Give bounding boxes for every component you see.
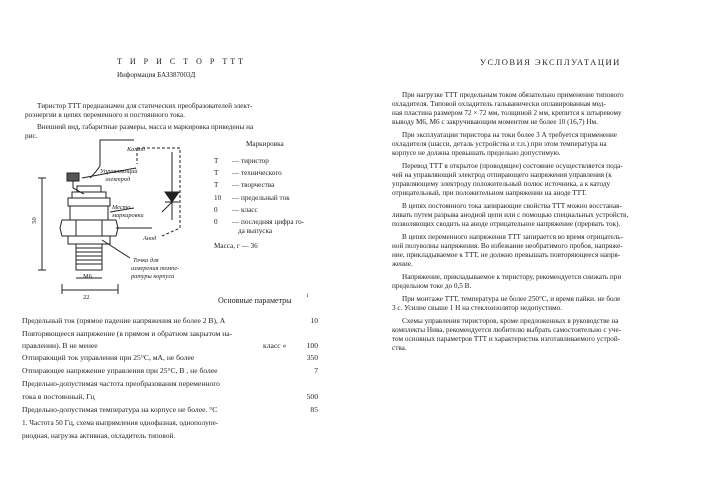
- label-marking-place: Место: [112, 204, 131, 211]
- intro-line: роэнергии в цепях переменного и постоянного тока.: [25, 111, 185, 119]
- document-subtitle: Информация БАЗ387003Д: [117, 71, 196, 79]
- label-anode: Анод: [143, 235, 157, 242]
- paragraph-line: При эксплуатации тиристора на токи более 3 А требуется применение: [402, 131, 618, 139]
- dimension-thread: М6: [83, 273, 93, 280]
- marking-desc: — класс: [232, 206, 258, 214]
- params-title: Основные параметры: [218, 296, 292, 305]
- paragraph-line: охладителя. Типовой охладитель гальванически оплавированная мед-: [392, 100, 606, 108]
- paragraph-line: ливать путем разрыва анодной цепи или с помощью специальных устройств,: [392, 211, 629, 219]
- label-control-electrode: электрод: [105, 176, 131, 183]
- paragraph-line: управляющему электроду положительный полюс источника, а к катоду: [392, 180, 611, 188]
- paragraph-line: охладителя (шасси, деталь устройства и т.п.) при этом температура на: [392, 140, 607, 148]
- paragraph-line: отрицательный, при положительном напряжении на аноде ТТТ.: [392, 189, 587, 197]
- param-label: тока в постоянный, Гц: [22, 392, 95, 401]
- footnote-line: риодная, нагрузка активная, охладитель типовой.: [22, 431, 176, 440]
- dimension-height: 50: [30, 217, 38, 224]
- paragraph-line: ние, прикладываемое к ТТТ, не должно превышать повторяющееся напря-: [392, 251, 621, 259]
- paragraph-line: жение.: [392, 260, 413, 268]
- intro-line: рис.: [25, 132, 38, 140]
- param-class: класс «: [263, 341, 287, 350]
- marking-code: 0: [214, 206, 218, 214]
- footnote-line: 1. Частота 50 Гц, схема выпрямления однофазная, однополупе-: [22, 418, 219, 427]
- params-footnote-mark: 1: [306, 293, 309, 299]
- marking-desc: — технического: [232, 169, 282, 177]
- marking-code: 10: [214, 194, 222, 202]
- mass: Масса, г — 36: [214, 242, 258, 250]
- marking-code: 0: [214, 218, 218, 226]
- param-label: Отпирающее напряжение управления при 25°С, В , не более: [22, 366, 218, 375]
- paragraph-line: Напряжение, прикладываемое к тиристору, рекомендуется снижать при: [402, 273, 622, 281]
- paragraph-line: предельном токе до 0,5 В.: [392, 282, 472, 290]
- label-measure-point: Точка для: [133, 257, 159, 264]
- param-label: Предельно-допустимая частота преобразования переменного: [22, 379, 220, 388]
- marking-desc: — тиристор: [232, 157, 269, 165]
- param-label: Предельно-допустимая температура на корпусе не более. °С: [22, 405, 218, 414]
- paragraph-line: том основных параметров ТТТ и характеристик изготавливаемого устрой-: [392, 335, 621, 343]
- marking-desc: — предельный ток: [232, 194, 290, 202]
- paragraph-line: Перевод ТТТ в открытое (проводящее) состояние осуществляется пода-: [402, 162, 623, 170]
- param-label: правлении). В не менее: [22, 341, 98, 350]
- paragraph-line: При нагрузке ТТТ предельным током обязательно применение типового: [402, 91, 624, 99]
- intro-line: Тиристор ТТТ предназначен для статических преобразователей элект-: [37, 102, 253, 110]
- param-value: 350: [306, 353, 318, 362]
- paragraph-line: ная пластина размером 72 × 72 мм, толщиной 2 мм, крепится к штыревому: [392, 109, 622, 117]
- paragraph-line: позволяющих сводить на аноде отрицательное напряжение (прервать ток).: [392, 220, 621, 228]
- paragraph-line: ства.: [392, 344, 407, 352]
- param-value: 10: [310, 316, 318, 325]
- param-value: 500: [306, 392, 318, 401]
- label-measure-point: ратуры корпуса: [131, 273, 175, 280]
- paragraph-line: комплекты Нива, рекомендуется любителю выбрать самостоятельно с уче-: [392, 326, 622, 334]
- label-control-electrode: Управляющий: [100, 168, 138, 175]
- marking-code: Т: [214, 157, 219, 165]
- marking-desc: — последняя цифра го-: [232, 218, 305, 226]
- paragraph-line: При монтаже ТТТ, температура не более 250°С, и время пайки. не боле: [402, 295, 621, 303]
- paragraph-line: 3 с. Усилие свыше 1 Н на стеклоизолятор недопустимо.: [392, 304, 563, 312]
- paragraph-line: корпусе не должна превышать предельно допустимую.: [392, 149, 561, 157]
- paragraph-line: выводу М6, М6 с закручивающим моментом не более 10 (16,7) Нм.: [392, 118, 598, 126]
- label-measure-point: измерения темпе-: [131, 265, 180, 272]
- conditions-title: УСЛОВИЯ ЭКСПЛУАТАЦИИ: [480, 57, 621, 67]
- paragraph-line: В цепях постоянного тока запирающие свойства ТТТ можно восстанав-: [402, 202, 622, 210]
- left-page: [0, 0, 350, 496]
- marking-desc: — творчества: [232, 181, 275, 189]
- paragraph-line: ной полуволны напряжения. Во избежание необратимого пробоя, напряже-: [392, 242, 623, 250]
- marking-code: Т: [214, 181, 219, 189]
- marking-code: Т: [214, 169, 219, 177]
- dimension-width: 22: [83, 294, 90, 301]
- label-cathode: Катод: [127, 146, 146, 153]
- document-title: Т И Р И С Т О Р ТТТ: [117, 57, 246, 66]
- marking-title: Маркировка: [246, 140, 284, 148]
- paragraph-line: В цепях переменного напряжения ТТТ запирается во время отрицатель-: [402, 233, 623, 241]
- paragraph-line: Схемы управления тиристоров, кроме предложенных в руководстве на: [402, 317, 619, 325]
- param-value: 85: [310, 405, 318, 414]
- paragraph-line: чей на управляющий электрод отпирающего напряжения управления (к: [392, 171, 612, 179]
- marking-desc: да выпуска: [238, 227, 273, 235]
- label-marking-place: маркировки: [112, 212, 144, 219]
- param-label: Предельный ток (прямое падение напряжения не более 2 В), А: [22, 316, 226, 325]
- intro-line: Внешний вид, габаритные размеры, масса и маркировка приведены на: [37, 123, 254, 131]
- right-page: [350, 0, 701, 496]
- param-value: 7: [314, 366, 318, 375]
- param-value: 100: [306, 341, 318, 350]
- param-label: Отпирающий ток управления при 25°С, мА, не более: [22, 353, 195, 362]
- param-label: Повторяющееся напряжение (в прямом и обратном закрытом на-: [22, 329, 233, 338]
